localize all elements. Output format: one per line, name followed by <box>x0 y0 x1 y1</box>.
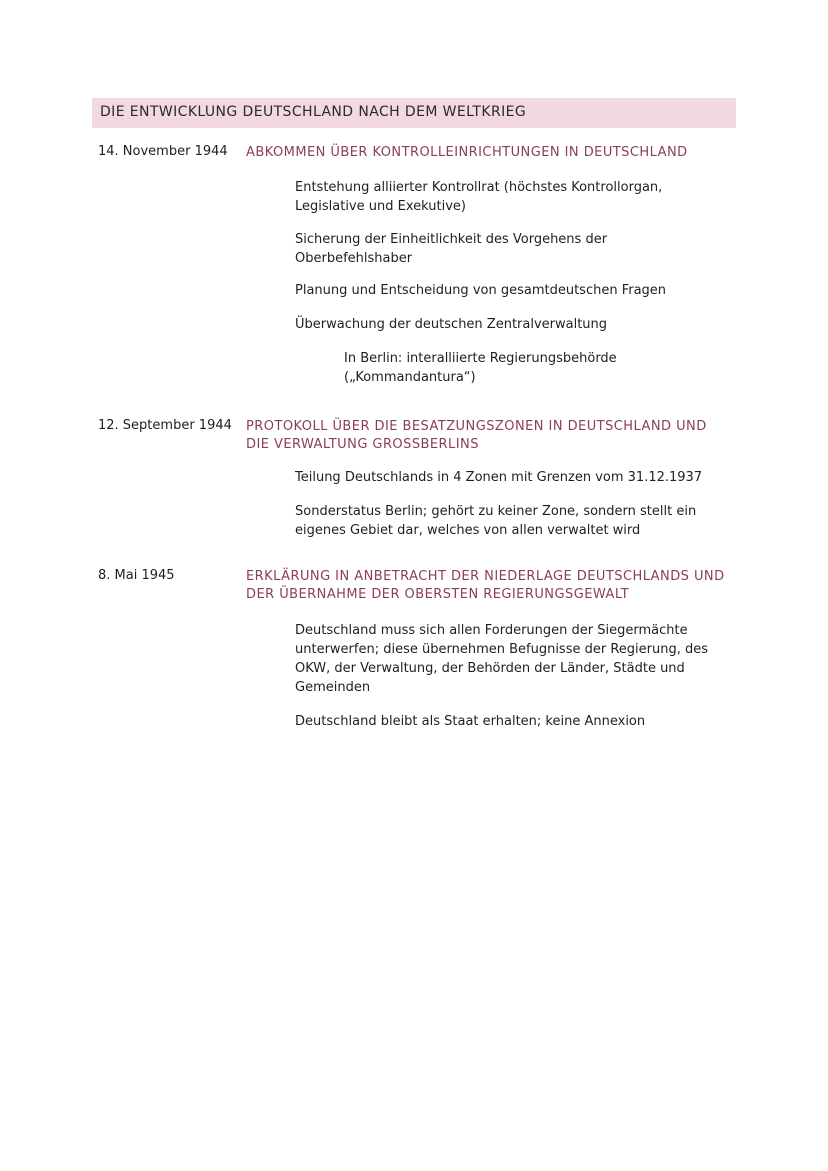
list-item: Deutschland muss sich allen Forderungen der Siegermächte unterwerfen; diese übernehmen Befugnisse der Regierung, des OKW, der Verwaltung, der Behörden der Länder, Städte und Gemeinden <box>295 623 709 695</box>
list-item: Sicherung der Einheitlichkeit des Vorgehens der Oberbefehlshaber <box>295 232 608 266</box>
section-date: 14. November 1944 <box>98 144 228 159</box>
section-date: 12. September 1944 <box>98 418 232 433</box>
list-item: Deutschland bleibt als Staat erhalten; keine Annexion <box>295 714 646 729</box>
list-item: Entstehung alliierter Kontrollrat (höchstes Kontrollorgan, Legislative und Exekutive) <box>295 180 663 214</box>
list-item: Überwachung der deutschen Zentralverwaltung <box>295 317 608 332</box>
sub-list-item: In Berlin: interalliierte Regierungsbehörde („Kommandantura“) <box>344 351 617 385</box>
list-item: Sonderstatus Berlin; gehört zu keiner Zone, sondern stellt ein eigenes Gebiet dar, welches von allen verwaltet wird <box>295 504 697 538</box>
list-item: Teilung Deutschlands in 4 Zonen mit Grenzen vom 31.12.1937 <box>295 470 703 485</box>
section-heading: ERKLÄRUNG IN ANBETRACHT DER NIEDERLAGE DEUTSCHLANDS UND DER ÜBERNAHME DER OBERSTEN REGIERUNGSGEWALT <box>246 569 725 602</box>
document-title-bar <box>92 98 736 128</box>
section-heading: PROTOKOLL ÜBER DIE BESATZUNGSZONEN IN DEUTSCHLAND UND DIE VERWALTUNG GROSSBERLINS <box>246 419 707 452</box>
section-date: 8. Mai 1945 <box>98 568 175 583</box>
list-item: Planung und Entscheidung von gesamtdeutschen Fragen <box>295 283 667 298</box>
section-heading: ABKOMMEN ÜBER KONTROLLEINRICHTUNGEN IN DEUTSCHLAND <box>246 145 688 160</box>
document-title: DIE ENTWICKLUNG DEUTSCHLAND NACH DEM WELTKRIEG <box>100 104 527 120</box>
